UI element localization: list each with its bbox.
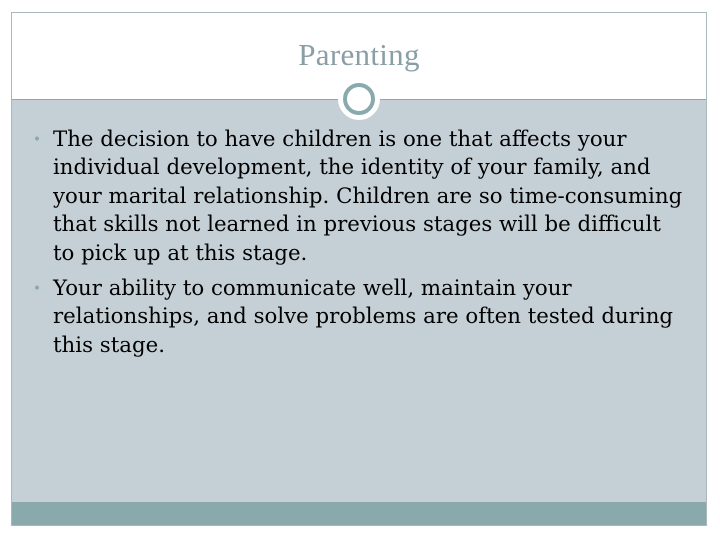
slide-title: Parenting: [298, 37, 420, 72]
bullet-item: [28, 126, 688, 268]
bullet-dot-icon: •: [32, 281, 42, 298]
circle-ornament-icon: [338, 78, 380, 120]
bullet-list: [28, 126, 688, 367]
bullet-item: [28, 275, 688, 360]
bullet-dot-icon: •: [32, 132, 42, 148]
bullet-text: The decision to have children is one that affects your individual development, the identity of your family, and your marital relationship. Children are so time-consuming that skills not learned in previous stages will be difficult to pick up at this stage.: [53, 127, 683, 266]
footer-bar: [12, 502, 706, 525]
bullet-text: Your ability to communicate well, maintain your relationships, and solve problems are often tested during this stage.: [53, 276, 674, 358]
ring-icon: [343, 83, 375, 115]
